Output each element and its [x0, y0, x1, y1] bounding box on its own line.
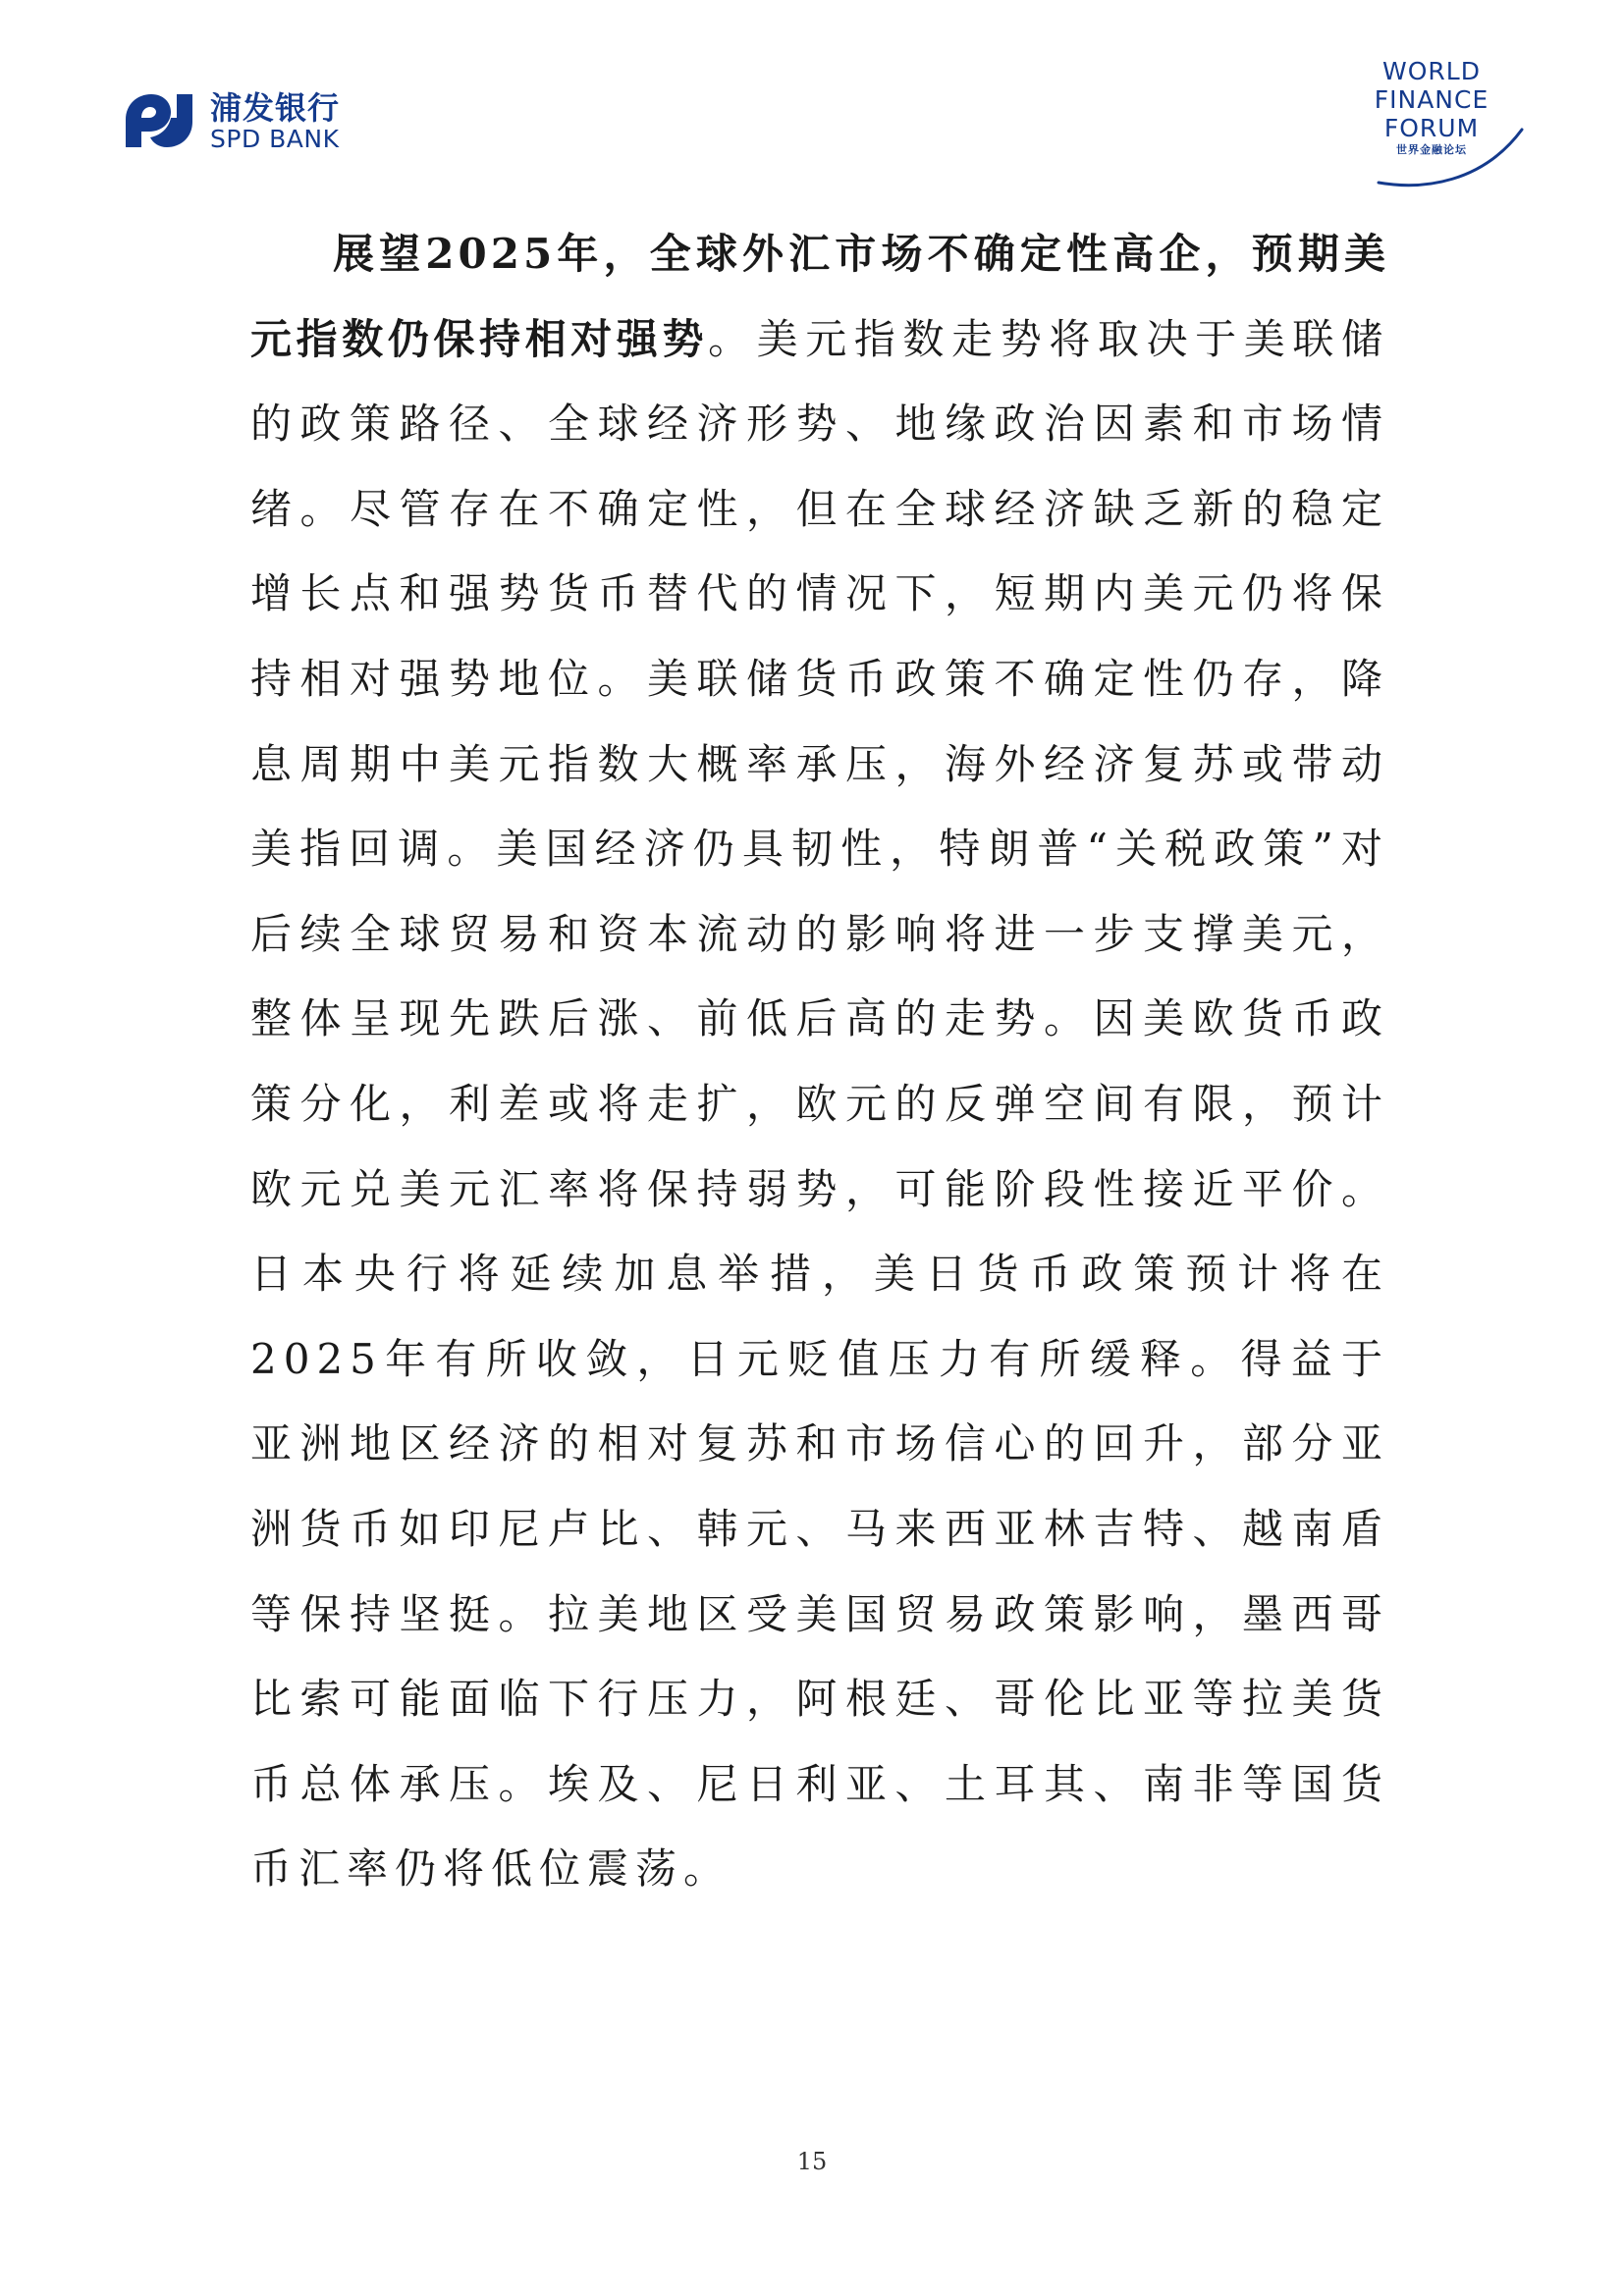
- wff-line-forum: FORUM: [1383, 114, 1480, 142]
- spd-bank-name-en: SPD BANK: [210, 125, 340, 153]
- wff-arc-icon: [1365, 88, 1532, 196]
- wff-line-world: WORLD: [1382, 57, 1481, 85]
- spd-bank-logo-icon: [120, 90, 196, 151]
- page-header: [0, 0, 1624, 196]
- paragraph-text: 。美元指数走势将取决于美联储的政策路径、全球经济形势、地缘政治因素和市场情绪。尽管存在不确定性，但在全球经济缺乏新的稳定增长点和强势货币替代的情况下，短期内美元仍将保持相对强势地位。美联储货币政策不确定性仍存，降息周期中美元指数大概率承压，海外经济复苏或带动美指回调。美国经济仍具韧性，特朗普“关税政策”对后续全球贸易和资本流动的影响将进一步支撑美元，整体呈现先跌后涨、前低后高的走势。因美欧货币政策分化，利差或将走扩，欧元的反弹空间有限，预计欧元兑美元汇率将保持弱势，可能阶段性接近平价。日本央行将延续加息举措，美日货币政策预计将在2025年有所收敛，日元贬值压力有所缓释。得益于亚洲地区经济的相对复苏和市场信心的回升，部分亚洲货币如印尼卢比、韩元、马来西亚林吉特、越南盾等保持坚挺。拉美地区受美国贸易政策影响，墨西哥比索可能面临下行压力，阿根廷、哥伦比亚等拉美货币总体承压。埃及、尼日利亚、土耳其、南非等国货币汇率仍将低位震荡。: [250, 314, 1389, 1894]
- paragraph-lead-bold: 展望2025年，全球外汇市场不确定性高企，预期美元指数仍保持相对强势: [250, 230, 1389, 363]
- body-paragraph: [250, 212, 1389, 1912]
- wff-name-cn: 世界金融论坛: [1396, 143, 1467, 156]
- wff-line-finance: FINANCE: [1374, 85, 1489, 114]
- spd-bank-name: [210, 90, 340, 153]
- page-number: 15: [796, 2148, 828, 2175]
- spd-bank-name-cn: 浦发银行: [210, 89, 341, 127]
